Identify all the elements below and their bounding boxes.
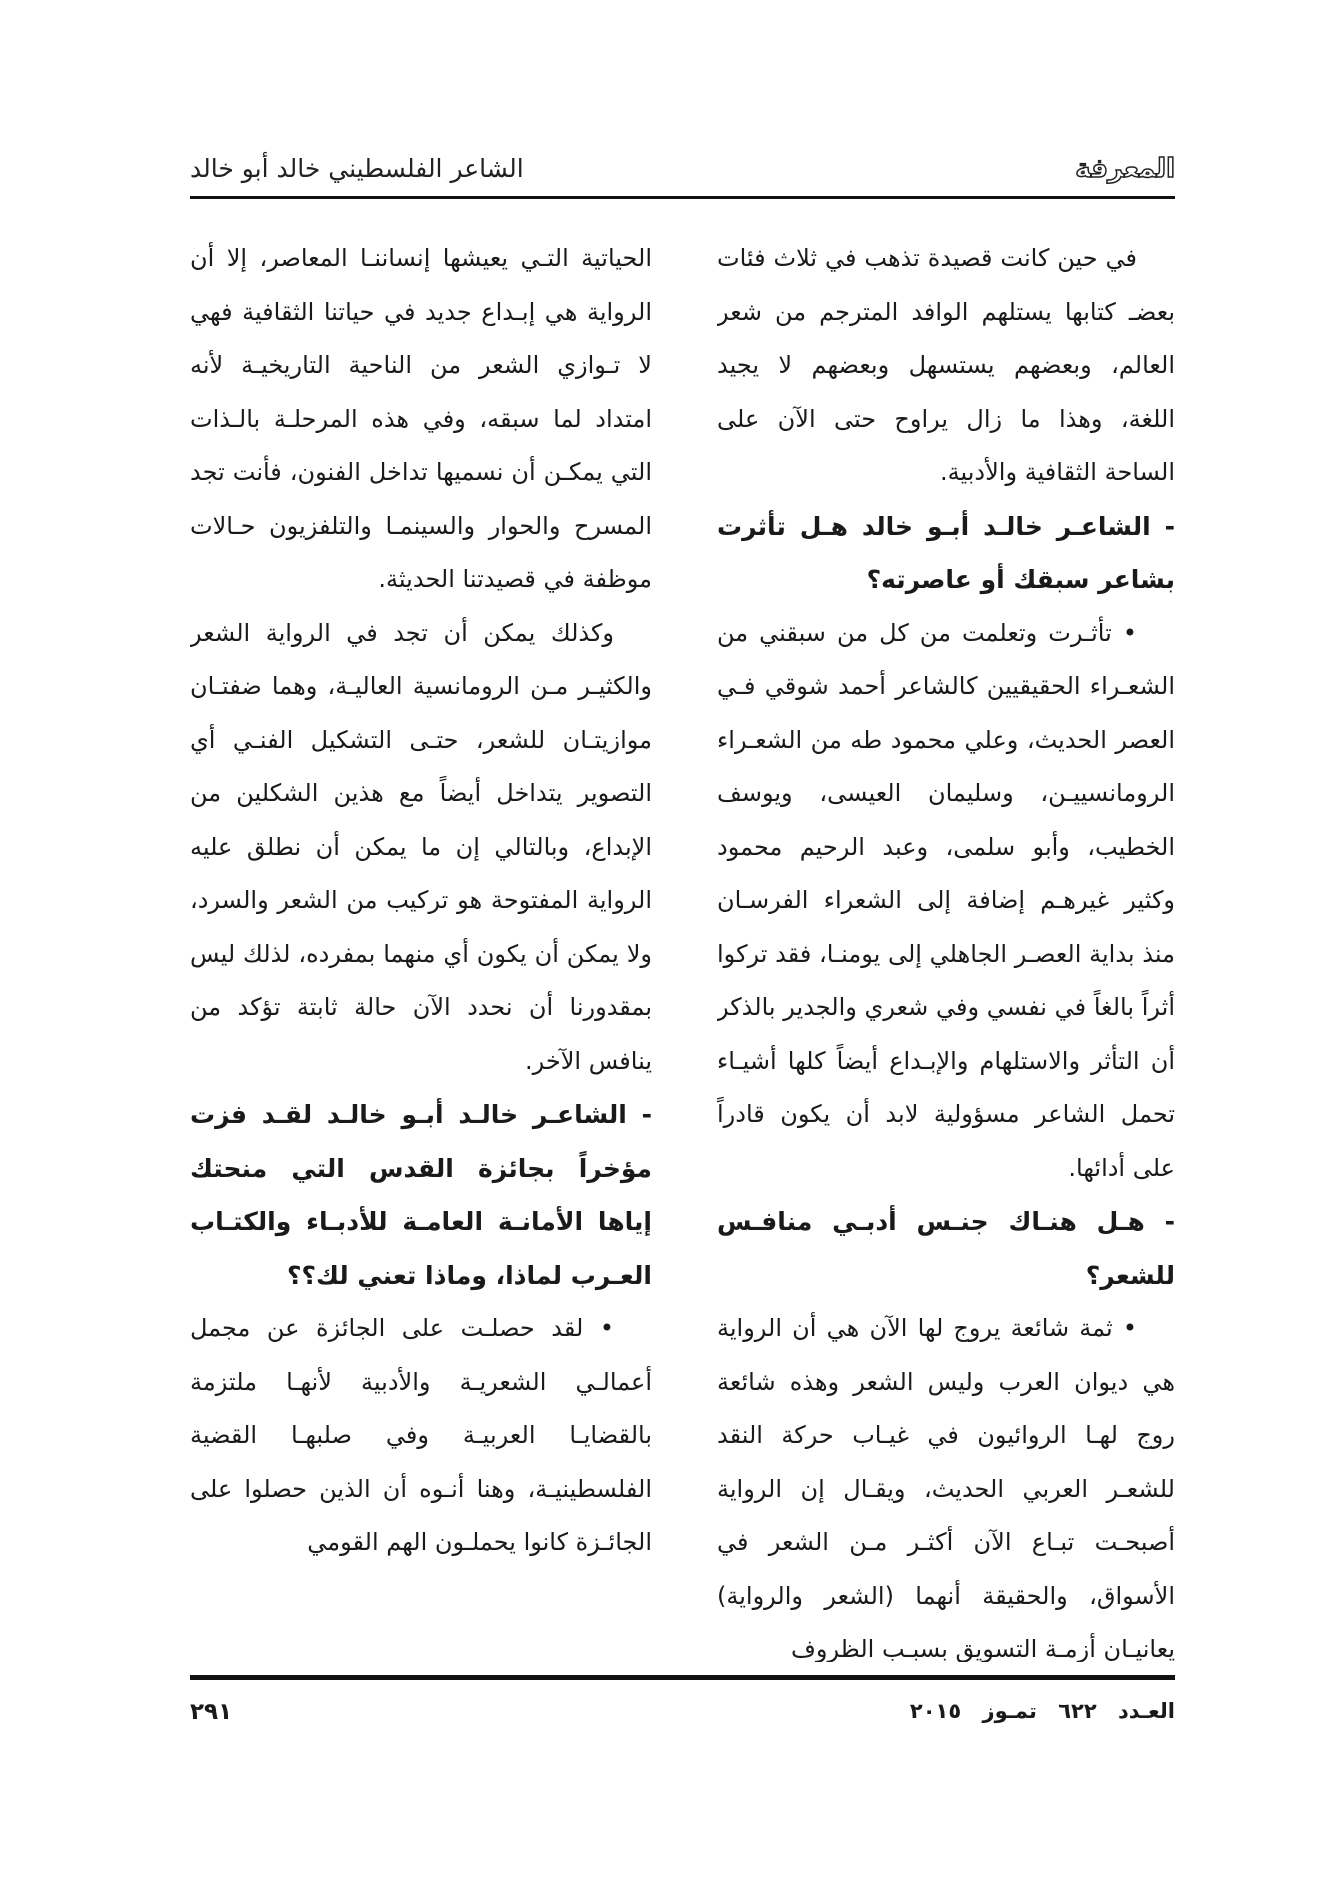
paragraph: • تأثـرت وتعلمت من كل من سبقني من الشعـراء الحقيقيين كالشاعر أحمد شوقي فـي العصر الحديث، وعلي محمود طه من الشعـراء الرومانسييـن، وسليمان العيسى، ويوسف الخطيب، وأبو سلمى، وعبد الرحيم محمود وكثير غيرهـم إضافة إلى الشعراء الفرسـان منذ بداية العصـر الجاهلي إلى يومنـا، فقد تركوا أثراً بالغاً في نفسي وفي شعري والجدير بالذكر أن التأثر والاستلهام والإبـداع أيضاً كلها أشيـاء تحمل الشاعر مسؤولية لابد أن يكون قادراً على أدائها. [717, 618, 1175, 1182]
paragraph: • ثمة شائعة يروج لها الآن هي أن الرواية هي ديوان العرب وليس الشعر وهذه شائعة روج لهـا الروائيون في غيـاب حركة النقد للشعـر العربي الحديث، ويقـال إن الرواية أصبحـت تبـاع الآن أكثـر مـن الشعر في الأسواق، والحقيقة أنهما (الشعر والرواية) يعانيـان أزمـة التسويق بسبـب الظروف [717, 1314, 1175, 1662]
issue-info [896, 1699, 1175, 1723]
paragraph: في حين كانت قصيدة تذهب في ثلاث فئات بعضـ كتابها يستلهم الوافد المترجم من شعر العالم، وبعضهم يستسهل وبعضهم لا يجيد اللغة، وهذا ما زال يراوح حتى الآن على الساحة الثقافية والأدبية. [717, 244, 1175, 486]
right-column [717, 232, 1175, 1662]
page-footer [190, 1693, 1175, 1733]
header-rule [190, 196, 1175, 199]
magazine-logo: المعرفة [1075, 154, 1175, 184]
paragraph: • لقد حصلـت على الجائزة عن مجمل أعمالـي الشعريـة والأدبية لأنهـا ملتزمة بالقضايـا العربيـة وفي صلبهـا القضية الفلسطينيـة، وهنا أنـوه أن الذين حصلوا على الجائـزة كانوا يحملـون الهم القومي [190, 1314, 652, 1556]
issue-month: تمـوز [982, 1699, 1037, 1723]
issue-number: ٦٢٢ [1058, 1699, 1097, 1723]
issue-year: ٢٠١٥ [909, 1699, 962, 1723]
paragraph: الحياتية التـي يعيشها إنساننـا المعاصر، إلا أن الرواية هي إبـداع جديد في حياتنا الثقافية فهي لا تـوازي الشعر من الناحية التاريخيـة لأنه امتداد لما سبقه، وفي هذه المرحلـة بالـذات التي يمكـن أن نسميها تداخل الفنون، فأنت تجد المسرح والحوار والسينمـا والتلفزيون حـالات موظفة في قصيدتنا الحديثة. [190, 244, 652, 593]
running-title: الشاعر الفلسطيني خالد أبو خالد [190, 154, 524, 183]
interview-question: - الشاعـر خالـد أبـو خالد هـل تأثرت بشاعر سبقك أو عاصرته؟ [717, 511, 1175, 594]
interview-question: - هـل هنـاك جنـس أدبـي منافـس للشعر؟ [717, 1207, 1175, 1290]
issue-label: العـدد [1117, 1699, 1175, 1723]
paragraph: وكذلك يمكن أن تجد في الرواية الشعر والكثيـر مـن الرومانسية العاليـة، وهما ضفتـان موازيتـان للشعر، حتـى التشكيل الفنـي أي التصوير يتداخل أيضاً مع هذين الشكلين من الإبداع، وبالتالي إن ما يمكن أن نطلق عليه الرواية المفتوحة هو تركيب من الشعر والسرد، ولا يمكن أن يكون أي منهما بمفرده، لذلك ليس بمقدورنا أن نحدد الآن حالة ثابتة تؤكد من ينافس الآخر. [190, 618, 652, 1075]
page-number: ٢٩١ [190, 1699, 233, 1725]
page-header [190, 150, 1175, 190]
left-column [190, 232, 652, 1662]
footer-rule [190, 1675, 1175, 1680]
interview-question: - الشاعـر خالـد أبـو خالـد لقـد فزت مؤخراً بجائزة القدس التي منحتك إياها الأمانـة العامـة للأدبـاء والكتـاب العـرب لماذا، وماذا تعني لك؟؟ [190, 1100, 652, 1290]
